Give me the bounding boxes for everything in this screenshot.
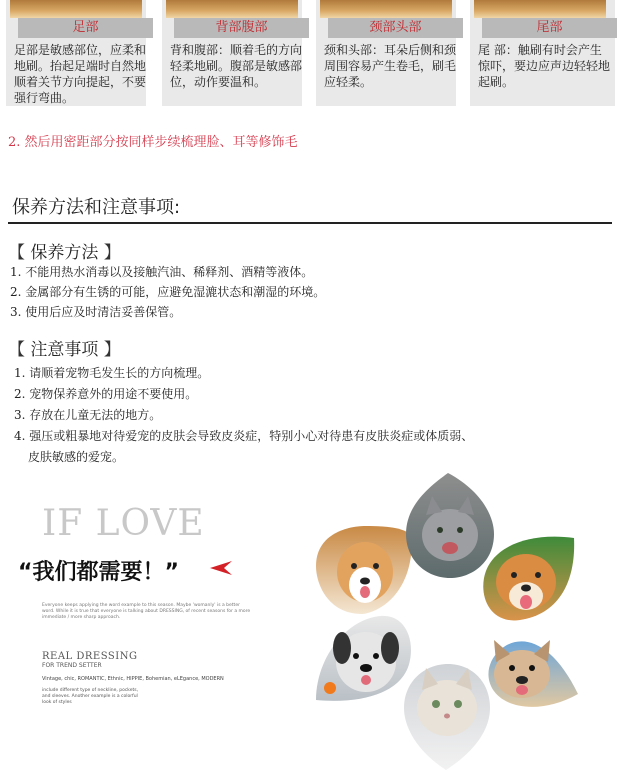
schnauzer-petal — [316, 616, 411, 701]
card-description: 尾 部：触刷有时会产生惊吓，要边应声边轻轻地起刷。 — [478, 43, 611, 89]
dog-photo-back — [166, 0, 298, 18]
corgi-petal — [316, 526, 412, 614]
precautions-heading-text: 注意事项 — [30, 340, 99, 360]
maintenance-list — [10, 262, 325, 322]
card-label: 足部 — [18, 18, 153, 38]
list-item: 3. 存放在儿童无法的地方。 — [14, 408, 162, 422]
style-keywords: Vintage, chic, ROMANTIC, Ethnic, HIPPIE, Bohemian, eLEgance, MODERN — [42, 676, 224, 682]
card-back-belly — [162, 0, 302, 106]
list-item: 2. 宠物保养意外的用途不要使用。 — [14, 387, 198, 401]
promo-small-text: Everyone keeps applying the word example to this season. Maybe 'womanly' is a better word. While it is true that everyone is talking about DRESSING, of recent seasons for a more immediate / more sharp approach. — [42, 603, 251, 620]
list-item: 1. 请顺着宠物毛发生长的方向梳理。 — [14, 366, 210, 380]
grooming-note: 2. 然后用密距部分按同样步续梳理脸、耳等修饰毛 — [8, 135, 298, 150]
list-item: 4. 强压或粗暴地对待爱宠的皮肤会导致皮炎症，特别小心对待患有皮肤炎症或体质弱、 — [14, 429, 474, 443]
precautions-list — [14, 363, 473, 468]
promo-headline: IF LOVE — [42, 503, 205, 544]
list-item: 皮肤敏感的爱宠。 — [28, 450, 125, 464]
dog-photo-neck — [320, 0, 452, 18]
real-dressing-title: REAL DRESSING — [42, 651, 138, 662]
card-description: 颈和头部：耳朵后侧和颈周围容易产生卷毛，刷毛应轻柔。 — [324, 43, 457, 89]
card-label: 颈部头部 — [328, 18, 463, 38]
card-description: 足部是敏感部位，应柔和地刷。抬起足端时自然地顺着关节方向提起，不要强行弯曲。 — [14, 43, 147, 105]
promo-tagline: “我们都需要！” — [18, 560, 179, 585]
dog-photo-feet — [10, 0, 142, 18]
card-tail — [470, 0, 615, 106]
card-description: 背和腹部：顺着毛的方向轻柔地刷。腹部是敏感部位，动作要温和。 — [170, 43, 303, 89]
maintenance-heading: 【 保养方法 】 — [8, 243, 121, 263]
promo-footer-text: include different type of neckline, pockets, and sleeves. Another example is a colorful look of styles — [42, 688, 139, 705]
grooming-cards — [0, 0, 620, 112]
section-title: 保养方法和注意事项: — [12, 197, 181, 218]
card-feet — [6, 0, 146, 106]
dog-photo-tail — [474, 0, 606, 18]
list-item: 2. 金属部分有生锈的可能，应避免湿漉状态和潮湿的环境。 — [10, 285, 326, 299]
tabby-cat-petal — [406, 473, 494, 578]
persian-cat-petal — [404, 664, 490, 770]
trend-setter-subtitle: FOR TREND SETTER — [42, 662, 102, 669]
card-neck-head — [316, 0, 456, 106]
shiba-dog-petal — [483, 537, 574, 621]
card-label: 尾部 — [482, 18, 617, 38]
list-item: 1. 不能用热水消毒以及接触汽油、稀释剂、酒精等液体。 — [10, 265, 314, 279]
list-item: 3. 使用后应及时清洁妥善保管。 — [10, 305, 182, 319]
card-label: 背部腹部 — [174, 18, 309, 38]
section-divider — [8, 222, 612, 224]
maintenance-heading-text: 保养方法 — [30, 243, 99, 263]
precautions-heading: 【 注意事项 】 — [8, 340, 121, 360]
french-bulldog-petal — [488, 640, 578, 707]
red-arrow-icon — [210, 561, 232, 575]
